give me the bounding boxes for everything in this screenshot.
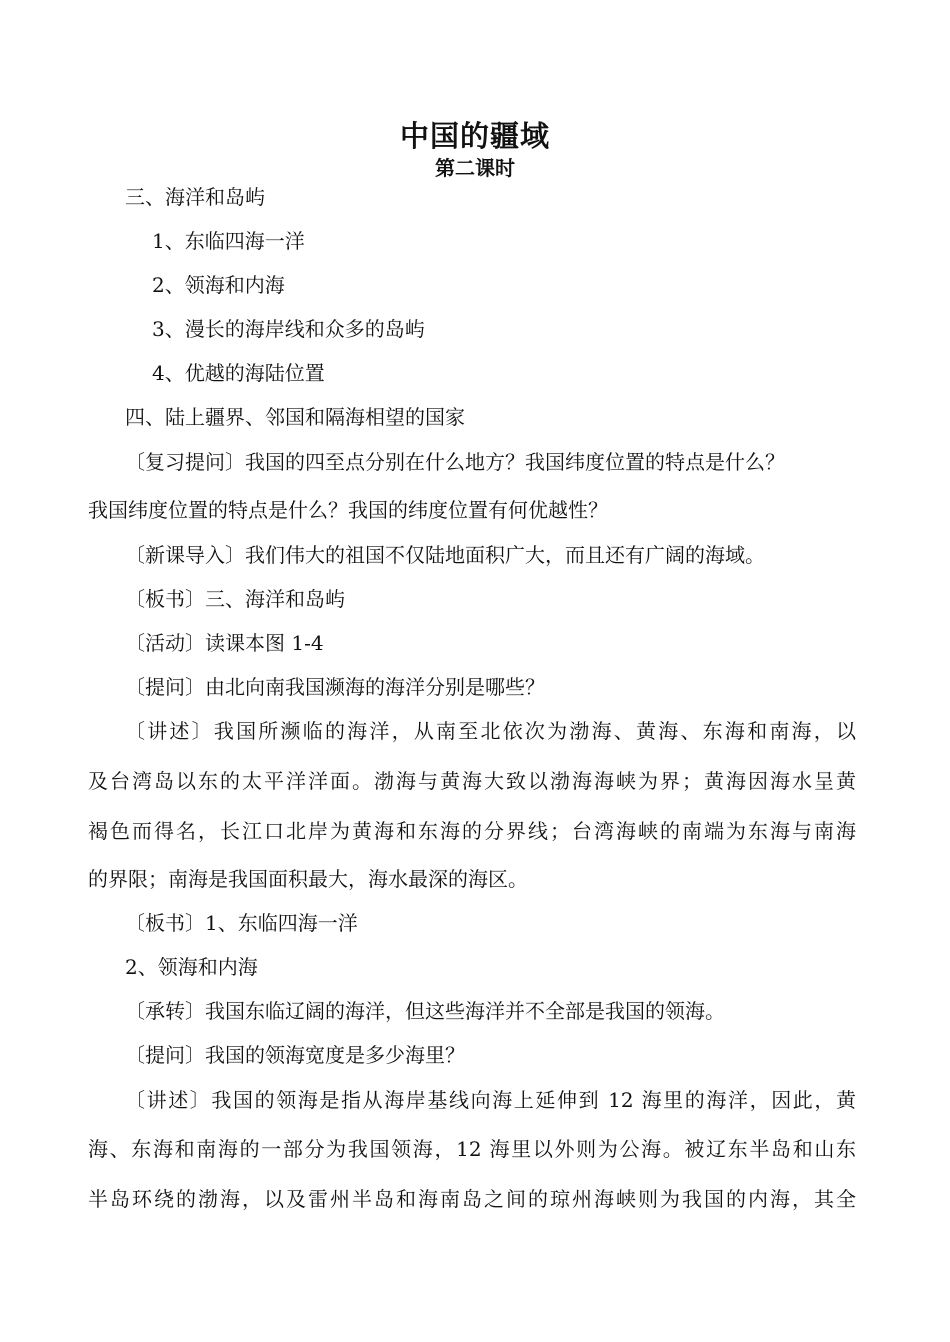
- narration-2-line-2: 海、东海和南海的一部分为我国领海，12 海里以外则为公海。被辽东半岛和山东: [88, 1137, 856, 1161]
- narration-2-line-3: 半岛环绕的渤海，以及雷州半岛和海南岛之间的琼州海峡则为我国的内海，其全: [88, 1187, 856, 1211]
- section-heading-3: 三、海洋和岛屿: [125, 185, 265, 209]
- board-note-1: 〔板书〕三、海洋和岛屿: [125, 587, 345, 611]
- subsection-2: 2、领海和内海: [152, 273, 285, 297]
- subsection-3: 3、漫长的海岸线和众多的岛屿: [152, 317, 425, 341]
- narration-1-line-2: 及台湾岛以东的太平洋洋面。渤海与黄海大致以渤海海峡为界；黄海因海水呈黄: [88, 769, 856, 793]
- narration-1-line-3: 褐色而得名，长江口北岸为黄海和东海的分界线；台湾海峡的南端为东海与南海: [88, 819, 856, 843]
- paragraph-review-line-2: 我国纬度位置的特点是什么？我国的纬度位置有何优越性？: [88, 498, 608, 522]
- paragraph-intro: 〔新课导入〕我们伟大的祖国不仅陆地面积广大，而且还有广阔的海域。: [125, 543, 765, 567]
- narration-1-line-4: 的界限；南海是我国面积最大，海水最深的海区。: [88, 867, 528, 891]
- narration-2-line-1: 〔讲述〕我国的领海是指从海岸基线向海上延伸到 12 海里的海洋，因此，黄: [125, 1088, 856, 1112]
- section-heading-4: 四、陆上疆界、邻国和隔海相望的国家: [125, 405, 465, 429]
- paragraph-review-line-1: 〔复习提问〕我国的四至点分别在什么地方？我国纬度位置的特点是什么？: [125, 450, 785, 474]
- question-1: 〔提问〕由北向南我国濒海的海洋分别是哪些？: [125, 675, 545, 699]
- document-subtitle: 第二课时: [435, 156, 515, 180]
- subsection-1: 1、东临四海一洋: [152, 229, 305, 253]
- subsection-4: 4、优越的海陆位置: [152, 361, 325, 385]
- activity-note: 〔活动〕读课本图 1-4: [125, 631, 324, 655]
- board-note-2: 〔板书〕1、东临四海一洋: [125, 911, 358, 935]
- question-2: 〔提问〕我国的领海宽度是多少海里？: [125, 1043, 465, 1067]
- transition-note: 〔承转〕我国东临辽阔的海洋，但这些海洋并不全部是我国的领海。: [125, 999, 725, 1023]
- narration-1-line-1: 〔讲述〕我国所濒临的海洋，从南至北依次为渤海、黄海、东海和南海，以: [125, 719, 856, 743]
- board-note-2-item: 2、领海和内海: [125, 955, 258, 979]
- document-title: 中国的疆域: [399, 119, 550, 153]
